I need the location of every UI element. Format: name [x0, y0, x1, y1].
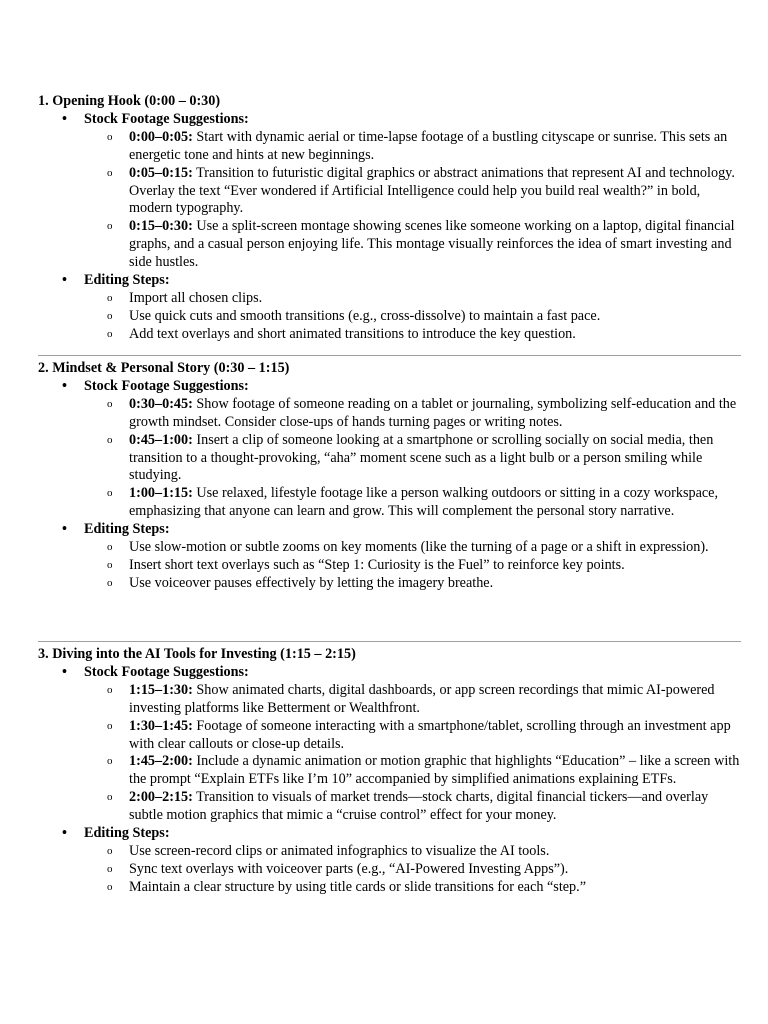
circle-bullet-icon: o [107, 862, 113, 875]
item-text: Start with dynamic aerial or time-lapse footage of a bustling cityscape or sunrise. This sets an energetic tone and hints at new beginnings. [129, 128, 728, 163]
list-item [84, 218, 742, 272]
group-editing-steps [38, 825, 742, 897]
item-text: Use quick cuts and smooth transitions (e.g., cross-dissolve) to maintain a fast pace. [129, 307, 601, 324]
item-text: Add text overlays and short animated transitions to introduce the key question. [129, 325, 576, 342]
circle-bullet-icon: o [107, 130, 113, 143]
group-heading: Stock Footage Suggestions: [84, 110, 249, 127]
list-item [84, 718, 742, 754]
bullet-icon: • [62, 272, 67, 289]
circle-bullet-icon: o [107, 719, 113, 732]
item-text: Footage of someone interacting with a smartphone/tablet, scrolling through an investment app with clear callouts or close-up details. [129, 717, 731, 752]
circle-bullet-icon: o [107, 220, 113, 233]
group-stock-footage [38, 111, 742, 272]
item-text: Use slow-motion or subtle zooms on key moments (like the turning of a page or a shift in expression). [129, 539, 709, 556]
bullet-icon: • [62, 825, 67, 842]
list-item [84, 879, 742, 897]
timestamp: 0:05–0:15: [129, 164, 193, 181]
bullet-icon: • [62, 521, 67, 538]
item-text: Insert short text overlays such as “Step 1: Curiosity is the Fuel” to reinforce key points. [129, 556, 625, 573]
list-item [84, 326, 742, 344]
circle-bullet-icon: o [107, 327, 113, 340]
circle-bullet-icon: o [107, 576, 113, 589]
group-heading: Stock Footage Suggestions: [84, 663, 249, 680]
circle-bullet-icon: o [107, 844, 113, 857]
list-item [84, 290, 742, 308]
item-text: Use screen-record clips or animated infographics to visualize the AI tools. [129, 842, 550, 859]
list-item [84, 396, 742, 432]
list-item [84, 753, 742, 789]
bullet-icon: • [62, 663, 67, 680]
item-text: Maintain a clear structure by using title cards or slide transitions for each “step.” [129, 878, 586, 895]
item-text: Show footage of someone reading on a tablet or journaling, symbolizing self-education and the growth mindset. Consider close-ups of hands turning pages or writing notes. [129, 395, 737, 430]
timestamp: 0:15–0:30: [129, 218, 193, 235]
circle-bullet-icon: o [107, 433, 113, 446]
section-title: 1. Opening Hook (0:00 – 0:30) [38, 93, 221, 109]
circle-bullet-icon: o [107, 558, 113, 571]
section-divider [38, 641, 741, 642]
timestamp: 1:00–1:15: [129, 485, 193, 502]
item-text: Use voiceover pauses effectively by letting the imagery breathe. [129, 574, 494, 591]
timestamp: 0:30–0:45: [129, 395, 193, 412]
timestamp: 1:45–2:00: [129, 753, 193, 770]
section-mindset-story [38, 360, 742, 593]
circle-bullet-icon: o [107, 166, 113, 179]
section-divider [38, 355, 741, 356]
section-opening-hook [38, 93, 742, 344]
bullet-icon: • [62, 110, 67, 127]
group-heading: Editing Steps: [84, 272, 170, 289]
group-stock-footage [38, 378, 742, 521]
circle-bullet-icon: o [107, 755, 113, 768]
group-stock-footage [38, 664, 742, 825]
list-item [84, 165, 742, 219]
list-item [84, 843, 742, 861]
list-item [84, 575, 742, 593]
group-heading: Stock Footage Suggestions: [84, 377, 249, 394]
group-heading: Editing Steps: [84, 825, 170, 842]
list-item [84, 308, 742, 326]
list-item [84, 485, 742, 521]
timestamp: 2:00–2:15: [129, 789, 193, 806]
item-text: Sync text overlays with voiceover parts (e.g., “AI-Powered Investing Apps”). [129, 860, 569, 877]
timestamp: 1:30–1:45: [129, 717, 193, 734]
circle-bullet-icon: o [107, 397, 113, 410]
item-text: Import all chosen clips. [129, 289, 263, 306]
circle-bullet-icon: o [107, 487, 113, 500]
circle-bullet-icon: o [107, 683, 113, 696]
list-item [84, 682, 742, 718]
circle-bullet-icon: o [107, 291, 113, 304]
timestamp: 1:15–1:30: [129, 681, 193, 698]
item-text: Insert a clip of someone looking at a smartphone or scrolling socially on social media, then transition to a thought-provoking, “aha” moment scene such as a light bulb or a person smiling while studying. [129, 431, 714, 484]
circle-bullet-icon: o [107, 541, 113, 554]
section-ai-tools [38, 646, 742, 897]
item-text: Include a dynamic animation or motion graphic that highlights “Education” – like a screen with the prompt “Explain ETFs like I’m 10” accompanied by simplified animations explaining ETFs. [129, 753, 740, 788]
section-title: 2. Mindset & Personal Story (0:30 – 1:15) [38, 360, 290, 376]
list-item [84, 789, 742, 825]
list-item [84, 557, 742, 575]
list-item [84, 861, 742, 879]
item-text: Use relaxed, lifestyle footage like a person walking outdoors or sitting in a cozy workspace, emphasizing that anyone can learn and grow. This will complement the personal story narrative. [129, 485, 719, 520]
circle-bullet-icon: o [107, 791, 113, 804]
list-item [84, 129, 742, 165]
item-text: Show animated charts, digital dashboards, or app screen recordings that mimic AI-powered investing platforms like Betterment or Wealthfront. [129, 681, 715, 716]
item-text: Transition to futuristic digital graphics or abstract animations that represent AI and technology. Overlay the text “Ever wondered if Artificial Intelligence could help you build real wealth?” in bold, modern typography. [129, 164, 735, 217]
timestamp: 0:00–0:05: [129, 128, 193, 145]
item-text: Transition to visuals of market trends—stock charts, digital financial tickers—and overlay subtle motion graphics that mimic a “cruise control” effect for your money. [129, 789, 709, 824]
group-heading: Editing Steps: [84, 521, 170, 538]
bullet-icon: • [62, 377, 67, 394]
group-editing-steps [38, 272, 742, 344]
item-text: Use a split-screen montage showing scenes like someone working on a laptop, digital financial graphs, and a casual person enjoying life. This montage visually reinforces the idea of smart investing and side hustles. [129, 218, 735, 271]
list-item [84, 432, 742, 486]
circle-bullet-icon: o [107, 880, 113, 893]
group-editing-steps [38, 521, 742, 593]
timestamp: 0:45–1:00: [129, 431, 193, 448]
list-item [84, 539, 742, 557]
section-title: 3. Diving into the AI Tools for Investing (1:15 – 2:15) [38, 646, 356, 662]
circle-bullet-icon: o [107, 309, 113, 322]
